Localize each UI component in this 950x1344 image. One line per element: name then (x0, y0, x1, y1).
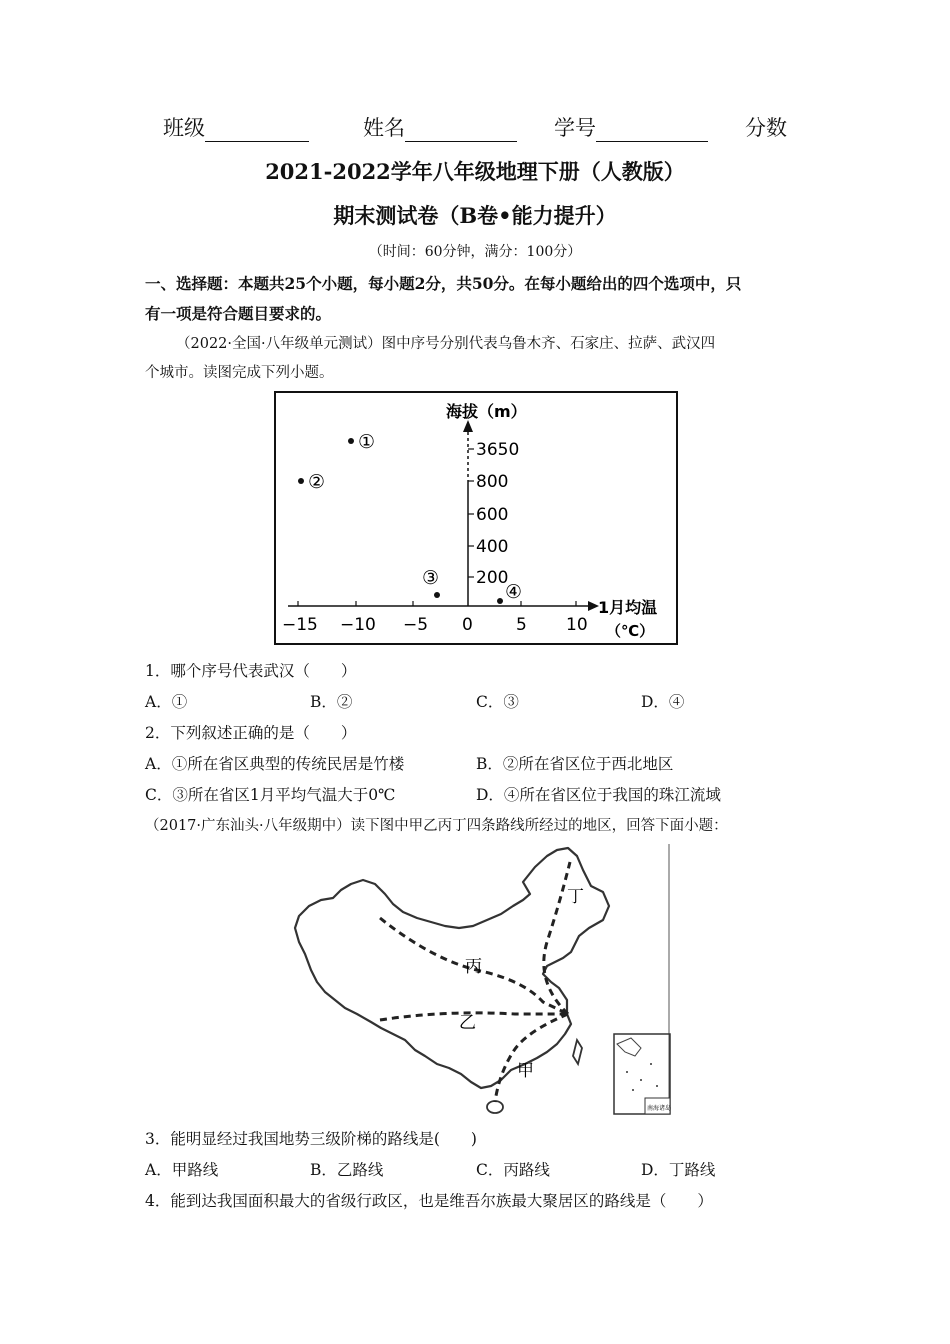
y-axis-arrow (463, 420, 473, 432)
q3-stem: 3．能明显经过我国地势三级阶梯的路线是( ) (145, 1130, 477, 1148)
x-tick-label: 10 (566, 615, 588, 635)
inset-island-dot (640, 1079, 642, 1081)
class-blank[interactable] (205, 119, 309, 142)
passage1-line2: 个城市。读图完成下列小题。 (145, 365, 334, 381)
exam-subtitle: 期末测试卷（B卷•能力提升） (333, 203, 617, 228)
exam-title: 2021-2022学年八年级地理下册（人教版） (265, 159, 685, 184)
china-outline (295, 848, 609, 1088)
y-tick-label: 600 (476, 505, 509, 525)
q1-stem: 1．哪个序号代表武汉（ ） (145, 662, 357, 680)
data-point-4-label: ④ (505, 581, 523, 603)
x-tick-label: −15 (282, 615, 318, 635)
x-tick-label: 0 (462, 615, 473, 635)
route-label-jia: 甲 (517, 1061, 534, 1081)
china-route-map (285, 842, 680, 1122)
route-ding (544, 862, 570, 1014)
x-tick-label: −10 (340, 615, 376, 635)
inset-island-dot (656, 1085, 658, 1087)
q3-option-b[interactable]: B．乙路线 (310, 1161, 384, 1179)
id-blank[interactable] (596, 119, 708, 142)
data-point-2 (298, 478, 304, 484)
inset-island-dot (650, 1063, 652, 1065)
name-blank[interactable] (405, 119, 517, 142)
section-instruction-line2: 有一项是符合题目要求的。 (145, 304, 332, 323)
section-instruction-line1: 一、选择题：本题共25个小题，每小题2分，共50分。在每小题给出的四个选项中，只 (145, 274, 742, 293)
y-tick-label: 400 (476, 537, 509, 557)
passage1-line1: （2022·全国·八年级单元测试）图中序号分别代表乌鲁木齐、石家庄、拉萨、武汉四 (176, 336, 716, 352)
route-jia (495, 1014, 568, 1102)
x-tick-label: 5 (516, 615, 527, 635)
student-info-header (0, 112, 950, 146)
y-tick-label: 200 (476, 568, 509, 588)
x-tick-label: −5 (403, 615, 429, 635)
y-tick-label: 3650 (476, 440, 520, 460)
altitude-temperature-figure (274, 391, 678, 645)
q1-option-d[interactable]: D．④ (641, 693, 685, 711)
q2-stem: 2．下列叙述正确的是（ ） (145, 724, 357, 742)
data-point-1 (348, 438, 354, 444)
data-point-3-label: ③ (422, 567, 440, 589)
x-axis-label: 1月均温 (598, 598, 658, 617)
inset-label: 南海诸岛 (647, 1105, 672, 1112)
q2-option-d[interactable]: D．④所在省区位于我国的珠江流域 (476, 786, 721, 804)
x-axis-unit: （℃） (606, 622, 655, 640)
passage2-line1: （2017·广东汕头·八年级期中）读下图中甲乙丙丁四条路线所经过的地区，回答下面小题： (145, 818, 728, 834)
q1-option-c[interactable]: C．③ (476, 693, 519, 711)
inset-island-dot (632, 1089, 634, 1091)
q4-stem: 4．能到达我国面积最大的省级行政区，也是维吾尔族最大聚居区的路线是（ ） (145, 1192, 713, 1210)
score-label: 分数 (745, 116, 787, 140)
q2-option-a[interactable]: A．①所在省区典型的传统民居是竹楼 (145, 755, 405, 773)
exam-time-score: （时间：60分钟，满分：100分） (368, 244, 582, 260)
altitude-temperature-svg (276, 393, 676, 643)
data-point-1-label: ① (358, 431, 376, 453)
route-label-ding: 丁 (567, 887, 584, 907)
q1-option-b[interactable]: B．② (310, 693, 353, 711)
data-point-3 (434, 592, 440, 598)
china-route-map-svg (285, 842, 680, 1122)
data-point-4 (497, 598, 503, 604)
q2-option-c[interactable]: C．③所在省区1月平均气温大于0℃ (145, 786, 396, 804)
y-tick-label: 800 (476, 472, 509, 492)
q2-option-b[interactable]: B．②所在省区位于西北地区 (476, 755, 674, 773)
name-label: 姓名 (363, 112, 517, 142)
q1-option-a[interactable]: A．① (145, 693, 188, 711)
q3-option-a[interactable]: A．甲路线 (145, 1161, 219, 1179)
class-label: 班级 (163, 112, 309, 142)
id-label: 学号 (554, 112, 708, 142)
route-label-yi: 乙 (459, 1013, 476, 1033)
inset-coast (617, 1038, 641, 1056)
hainan-island (487, 1101, 503, 1113)
y-axis-label: 海拔（m） (446, 402, 527, 421)
inset-island-dot (626, 1071, 628, 1073)
q3-option-d[interactable]: D．丁路线 (641, 1161, 716, 1179)
data-point-2-label: ② (308, 471, 326, 493)
route-label-bing: 丙 (465, 957, 482, 977)
q3-option-c[interactable]: C．丙路线 (476, 1161, 550, 1179)
taiwan-island (573, 1040, 582, 1064)
